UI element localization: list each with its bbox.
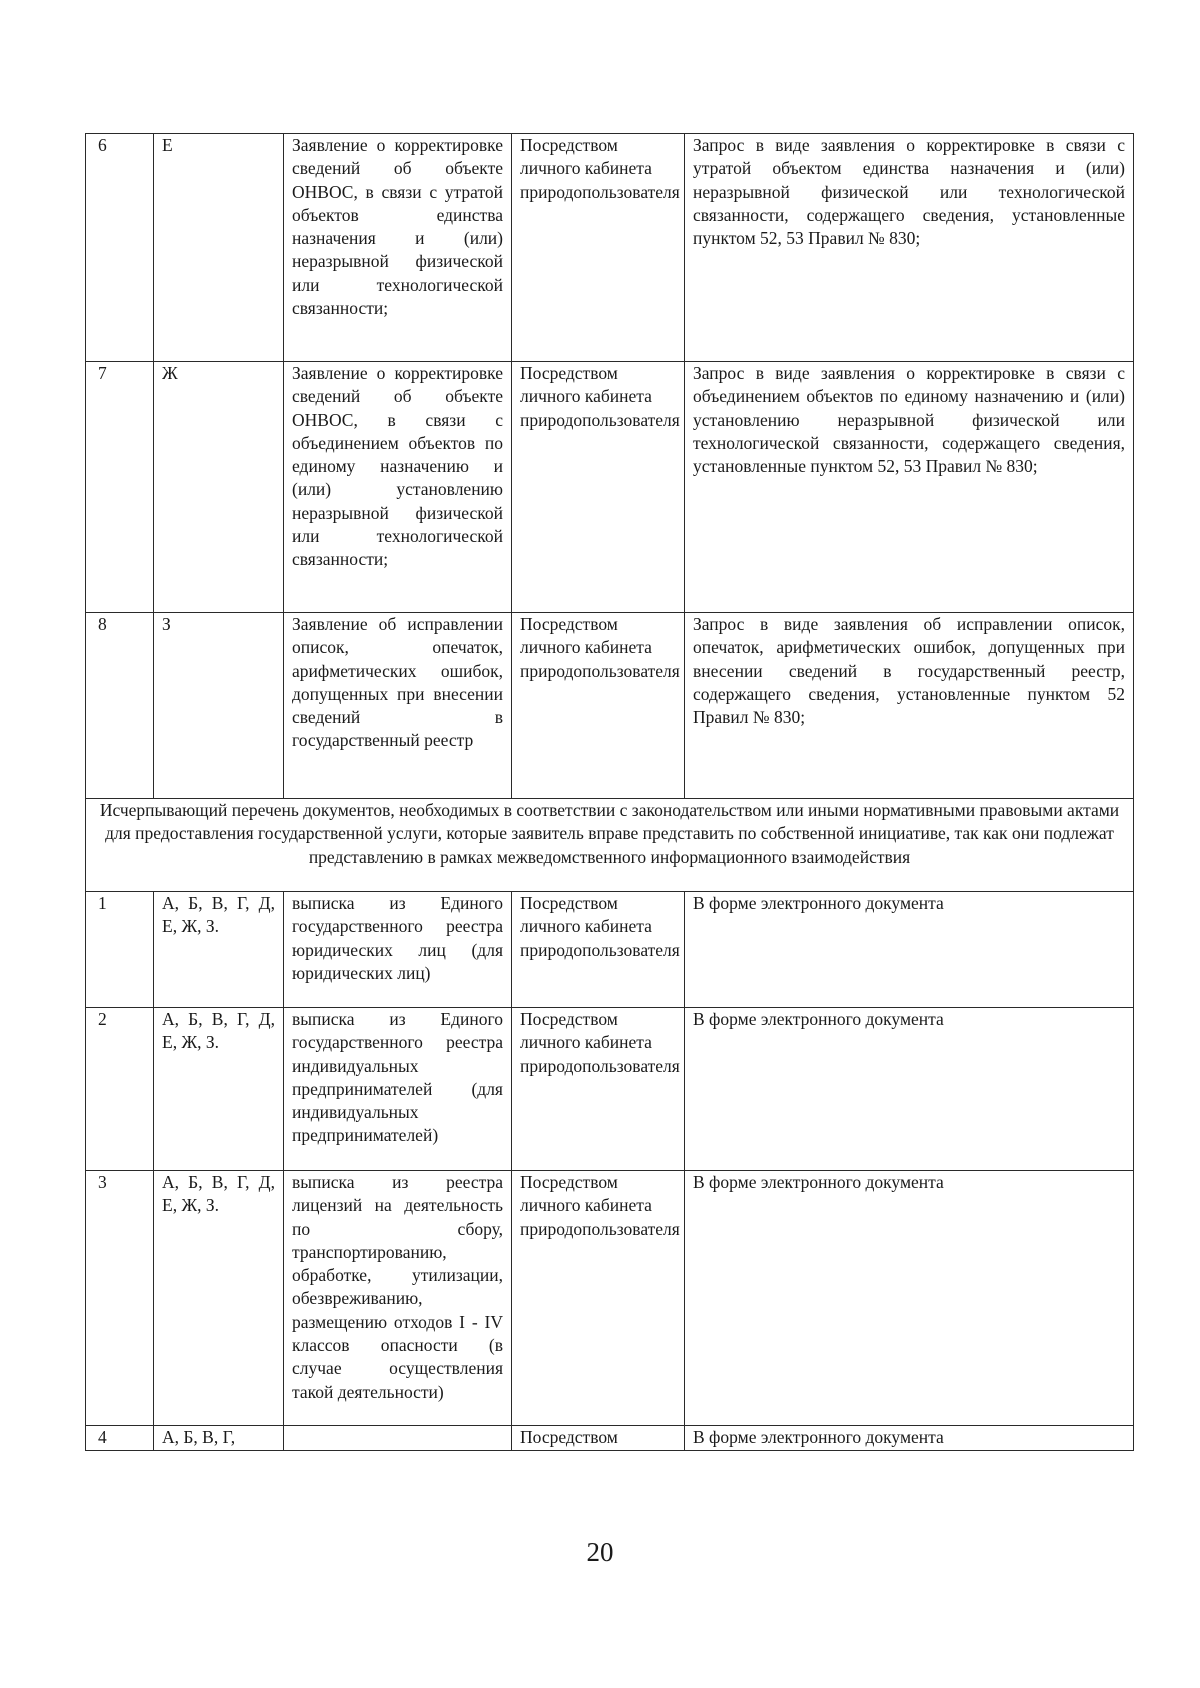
row-category: А, Б, В, Г, [154,1426,284,1451]
row-number: 3 [86,1171,154,1426]
row-method: Посредством личного кабинета природопользователя [512,134,685,362]
row-method: Посредством личного кабинета природопользователя [512,1008,685,1171]
table-row [86,613,1134,799]
row-method: Посредством личного кабинета природопользователя [512,362,685,613]
row-number: 6 [86,134,154,362]
requirements-table [85,133,1134,1451]
row-category: З [154,613,284,799]
row-description: Запрос в виде заявления об исправлении описок, опечаток, арифметических ошибок, допущенных при внесении сведений в государственный реестр, содержащего сведения, установленные пунктом 52 Правил № 830; [685,613,1134,799]
table-row [86,362,1134,613]
row-number: 8 [86,613,154,799]
table-row [86,134,1134,362]
row-method: Посредством [512,1426,685,1451]
row-description: В форме электронного документа [685,1426,1134,1451]
section-heading: Исчерпывающий перечень документов, необходимых в соответствии с законодательством или иными нормативными правовыми актами для предоставления государственной услуги, которые заявитель вправе представить по собственной инициативе, так как они подлежат представлению в рамках межведомственного информационного взаимодействия [86,799,1134,892]
row-number: 1 [86,892,154,1008]
row-description: В форме электронного документа [685,892,1134,1008]
row-document-name: Заявление о корректировке сведений об объекте ОНВОС, в связи с утратой объектов единства назначения и (или) неразрывной физической или технологической связанности; [284,134,512,362]
table-row [86,892,1134,1008]
page-number: 20 [586,1537,614,1567]
row-category: Е [154,134,284,362]
row-number: 4 [86,1426,154,1451]
section-heading-row [86,799,1134,892]
row-description: В форме электронного документа [685,1008,1134,1171]
row-document-name: выписка из реестра лицензий на деятельность по сбору, транспортированию, обработке, утилизации, обезвреживанию, размещению отходов I - IV классов опасности (в случае осуществления такой деятельности) [284,1171,512,1426]
table-row [86,1171,1134,1426]
row-document-name: Заявление об исправлении описок, опечаток, арифметических ошибок, допущенных при внесении сведений в государственный реестр [284,613,512,799]
row-method: Посредством личного кабинета природопользователя [512,892,685,1008]
row-document-name: выписка из Единого государственного реестра индивидуальных предпринимателей (для индивидуальных предпринимателей) [284,1008,512,1171]
row-number: 2 [86,1008,154,1171]
row-document-name [284,1426,512,1451]
row-document-name: выписка из Единого государственного реестра юридических лиц (для юридических лиц) [284,892,512,1008]
row-category: Ж [154,362,284,613]
table-row [86,1426,1134,1451]
row-method: Посредством личного кабинета природопользователя [512,613,685,799]
row-description: Запрос в виде заявления о корректировке в связи с утратой объектом единства назначения и (или) неразрывной физической или технологической связанности, содержащего сведения, установленные пунктом 52, 53 Правил № 830; [685,134,1134,362]
row-number: 7 [86,362,154,613]
row-category: А, Б, В, Г, Д, Е, Ж, З. [154,892,284,1008]
row-description: В форме электронного документа [685,1171,1134,1426]
row-description: Запрос в виде заявления о корректировке в связи с объединением объектов по единому назначению и (или) установлению неразрывной физической или технологической связанности, содержащего сведения, установленные пунктом 52, 53 Правил № 830; [685,362,1134,613]
row-method: Посредством личного кабинета природопользователя [512,1171,685,1426]
row-category: А, Б, В, Г, Д, Е, Ж, З. [154,1008,284,1171]
row-category: А, Б, В, Г, Д, Е, Ж, З. [154,1171,284,1426]
table-row [86,1008,1134,1171]
row-document-name: Заявление о корректировке сведений об объекте ОНВОС, в связи с объединением объектов по единому назначению и (или) установлению неразрывной физической или технологической связанности; [284,362,512,613]
